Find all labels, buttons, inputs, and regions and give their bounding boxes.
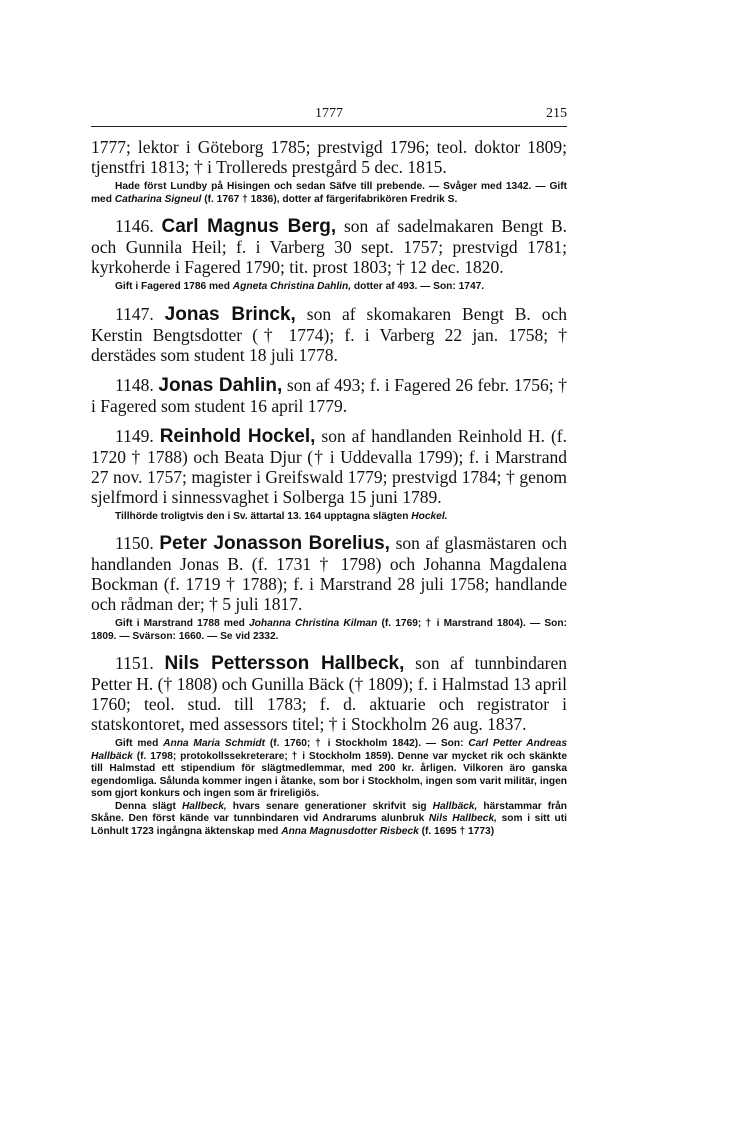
entry-name: Jonas Brinck,	[164, 303, 296, 325]
intro-paragraph: 1777; lektor i Göteborg 1785; prestvigd 1796; teol. doktor 1809; tjenstfri 1813; † i Trollereds prestgård 5 dec. 1815.	[91, 137, 567, 177]
note-1149: Tillhörde troligtvis den i Sv. ättartal 13. 164 upptagna slägten Hockel.	[115, 510, 448, 522]
entry-name: Peter Jonasson Borelius,	[159, 533, 390, 554]
entry-1151: 1151. Nils Pettersson Hallbeck, son af tunnbindaren Petter H. († 1808) och Gunilla Bäck († 1809); f. i Halmstad 13 april 1760; teol. stud. till 1783; f. d. aktuarie och registrator i statskontoret, med assessors titel; † i Stockholm 26 aug. 1837.	[91, 653, 567, 734]
note-1146: Gift i Fagered 1786 med Agneta Christina Dahlin, dotter af 493. — Son: 1747.	[115, 281, 485, 292]
note-1150: Gift i Marstrand 1788 med Johanna Christina Kilman (f. 1769; † i Marstrand 1804). — Son: 1809. — Svärson: 1660. — Se vid 2332.	[91, 618, 567, 642]
intro-note: Hade först Lundby på Hisingen och sedan Säfve till prebende. — Svåger med 1342. — Gift med Catharina Signeul (f. 1767 † 1836), dotter af färgerifabrikören Fredrik S.	[91, 181, 567, 205]
page	[91, 104, 567, 838]
entry-name: Jonas Dahlin,	[158, 374, 283, 396]
entry-1150: 1150. Peter Jonasson Borelius, son af glasmästaren och handlanden Jonas B. (f. 1731 † 1798) och Johanna Magdalena Bockman (f. 1719 † 1788); f. i Marstrand 28 juli 1758; handlande och rådman der; † 5 juli 1817.	[91, 533, 568, 614]
running-head-year: 1777	[315, 106, 343, 121]
entry-name: Reinhold Hockel,	[159, 425, 316, 447]
entry-name: Carl Magnus Berg,	[161, 216, 337, 237]
page-header	[91, 104, 567, 127]
note-1151-family: Denna slägt Hallbeck, hvars senare generationer skrifvit sig Hallbäck, härstammar från Skåne. Den först kände var tunnbindaren vid Andrarums alunbruk Nils Hallbeck, som i sitt uti Lönhult 1723 ingångna äktenskap med Anna Magnusdotter Risbeck (f. 1695 † 1773)	[91, 800, 568, 837]
note-1151: Gift med Anna Maria Schmidt (f. 1760; † i Stockholm 1842). — Son: Carl Petter Andreas Hallbäck (f. 1798; protokollssekreterare; † i Stockholm 1859). Denne var mycket rik och skänkte till Halmstad ett stipendium för slägtmedlemmar, med 200 kr. årligen. Vilkoren äro ganska egendomliga. Sålunda kommer ingen i åtanke, som bor i Stockholm, ingen som varit militär, ingen som gjort konkurs och ingen som är frireligiös.	[91, 738, 567, 799]
entry-1147: 1147. Jonas Brinck, son af skomakaren Bengt B. och Kerstin Bengtsdotter († 1774); f. i Varberg 22 jan. 1758; † derstädes som student 18 juli 1778.	[91, 303, 568, 365]
entry-1146: 1146. Carl Magnus Berg, son af sadelmakaren Bengt B. och Gunnila Heil; f. i Varberg 30 sept. 1757; prestvigd 1781; kyrkoherde i Fagered 1790; tit. prost 1803; † 12 dec. 1820.	[91, 216, 568, 277]
page-number: 215	[546, 106, 567, 121]
entry-1148: 1148. Jonas Dahlin, son af 493; f. i Fagered 26 febr. 1756; † i Fagered som student 16 april 1779.	[91, 374, 568, 416]
entry-1149: 1149. Reinhold Hockel, son af handlanden Reinhold H. (f. 1720 † 1788) och Beata Djur († i Uddevalla 1799); f. i Marstrand 27 nov. 1757; magister i Greifswald 1779; prestvigd 1784; † genom sjelfmord i sinnessvaghet i Solberga 15 juni 1789.	[91, 425, 568, 507]
entry-name: Nils Pettersson Hallbeck,	[164, 653, 405, 674]
